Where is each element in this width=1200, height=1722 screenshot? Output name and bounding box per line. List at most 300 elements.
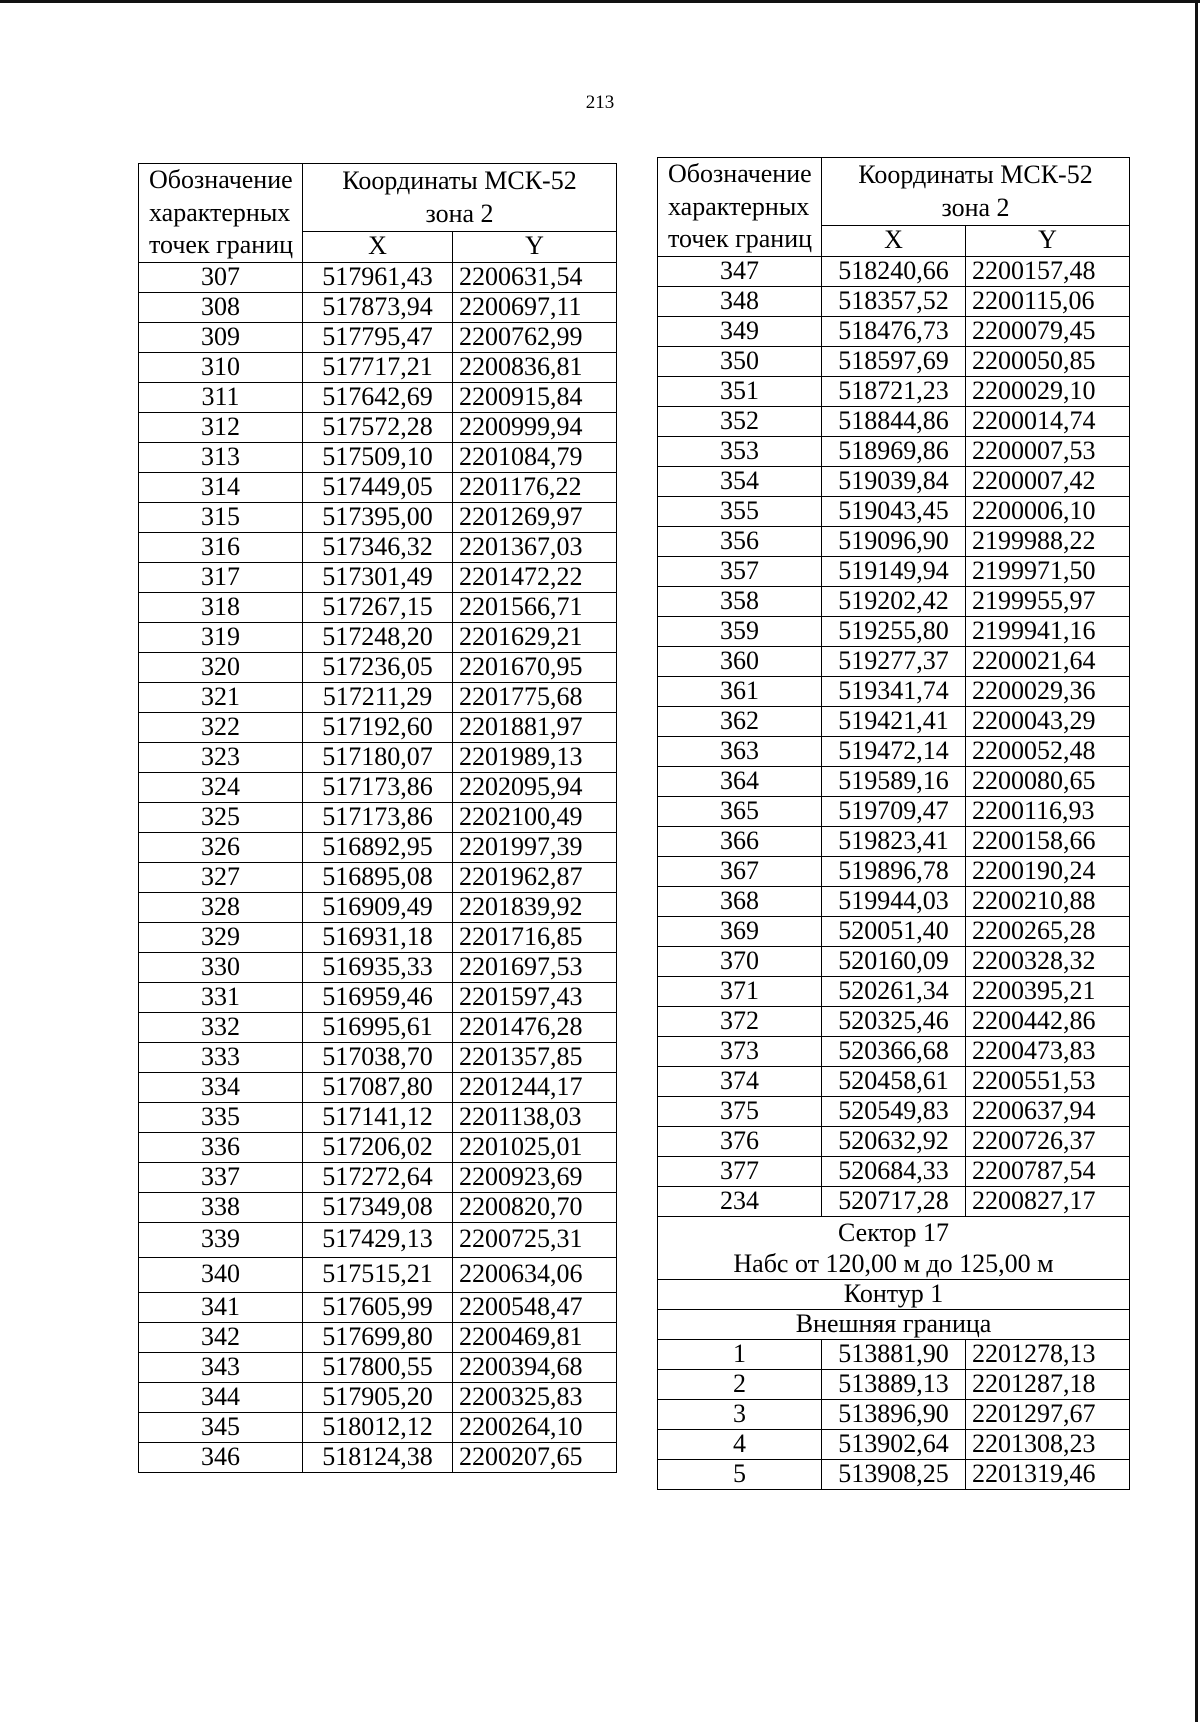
y-coordinate-cell: 2200827,17 xyxy=(966,1186,1130,1216)
y-coordinate-cell: 2200634,06 xyxy=(453,1257,617,1292)
x-coordinate-cell: 517515,21 xyxy=(303,1257,453,1292)
point-id-cell: 325 xyxy=(139,802,303,832)
table-row xyxy=(139,952,617,982)
contour-label: Контур 1 xyxy=(658,1279,1130,1309)
table-row xyxy=(658,1156,1130,1186)
table-row xyxy=(139,712,617,742)
x-coordinate-cell: 518124,38 xyxy=(303,1442,453,1472)
y-coordinate-cell: 2200029,10 xyxy=(966,376,1130,406)
table-row xyxy=(139,1192,617,1222)
y-coordinate-cell: 2201357,85 xyxy=(453,1042,617,1072)
point-id-cell: 2 xyxy=(658,1369,822,1399)
y-coordinate-cell: 2202095,94 xyxy=(453,772,617,802)
y-coordinate-cell: 2199941,16 xyxy=(966,616,1130,646)
y-coordinate-cell: 2200080,65 xyxy=(966,766,1130,796)
page-frame-right xyxy=(1195,0,1198,1722)
x-coordinate-cell: 516935,33 xyxy=(303,952,453,982)
point-id-cell: 369 xyxy=(658,916,822,946)
table-row xyxy=(658,766,1130,796)
table-row xyxy=(139,1162,617,1192)
table-row xyxy=(139,1292,617,1322)
y-coordinate-cell: 2201297,67 xyxy=(966,1399,1130,1429)
y-coordinate-cell: 2201084,79 xyxy=(453,442,617,472)
y-coordinate-cell: 2201025,01 xyxy=(453,1132,617,1162)
x-coordinate-cell: 517272,64 xyxy=(303,1162,453,1192)
point-id-cell: 315 xyxy=(139,502,303,532)
x-coordinate-cell: 516995,61 xyxy=(303,1012,453,1042)
x-coordinate-cell: 519944,03 xyxy=(822,886,966,916)
x-coordinate-cell: 517236,05 xyxy=(303,652,453,682)
point-id-cell: 329 xyxy=(139,922,303,952)
y-coordinate-cell: 2200836,81 xyxy=(453,352,617,382)
y-coordinate-cell: 2200190,24 xyxy=(966,856,1130,886)
x-coordinate-cell: 519039,84 xyxy=(822,466,966,496)
point-id-cell: 368 xyxy=(658,886,822,916)
y-coordinate-cell: 2200631,54 xyxy=(453,262,617,292)
x-coordinate-cell: 517301,49 xyxy=(303,562,453,592)
point-id-cell: 323 xyxy=(139,742,303,772)
x-coordinate-cell: 517038,70 xyxy=(303,1042,453,1072)
sector-height-range: Набс от 120,00 м до 125,00 м xyxy=(733,1248,1054,1278)
point-id-cell: 347 xyxy=(658,256,822,286)
y-coordinate-cell: 2200725,31 xyxy=(453,1222,617,1257)
point-id-cell: 348 xyxy=(658,286,822,316)
point-id-cell: 338 xyxy=(139,1192,303,1222)
table-row xyxy=(139,412,617,442)
table-row xyxy=(658,376,1130,406)
point-id-cell: 365 xyxy=(658,796,822,826)
table-row xyxy=(658,1096,1130,1126)
point-id-cell: 358 xyxy=(658,586,822,616)
header-y: Y xyxy=(453,231,617,262)
y-coordinate-cell: 2201367,03 xyxy=(453,532,617,562)
table-row xyxy=(139,652,617,682)
point-id-cell: 340 xyxy=(139,1257,303,1292)
x-coordinate-cell: 520261,34 xyxy=(822,976,966,1006)
table-row xyxy=(658,886,1130,916)
y-coordinate-cell: 2200052,48 xyxy=(966,736,1130,766)
table-row xyxy=(658,1399,1130,1429)
x-coordinate-cell: 519096,90 xyxy=(822,526,966,556)
table-row xyxy=(658,616,1130,646)
point-id-cell: 324 xyxy=(139,772,303,802)
point-id-cell: 326 xyxy=(139,832,303,862)
y-coordinate-cell: 2201716,85 xyxy=(453,922,617,952)
table-row xyxy=(658,976,1130,1006)
header-designation: Обозначение характерных точек границ xyxy=(658,158,822,257)
y-coordinate-cell: 2201244,17 xyxy=(453,1072,617,1102)
y-coordinate-cell: 2200014,74 xyxy=(966,406,1130,436)
y-coordinate-cell: 2200820,70 xyxy=(453,1192,617,1222)
y-coordinate-cell: 2200328,32 xyxy=(966,946,1130,976)
point-id-cell: 356 xyxy=(658,526,822,556)
y-coordinate-cell: 2200264,10 xyxy=(453,1412,617,1442)
y-coordinate-cell: 2201989,13 xyxy=(453,742,617,772)
table-row xyxy=(139,1072,617,1102)
table-row xyxy=(658,1036,1130,1066)
table-row xyxy=(139,1012,617,1042)
header-zone: зона 2 xyxy=(425,199,494,229)
y-coordinate-cell: 2201697,53 xyxy=(453,952,617,982)
x-coordinate-cell: 517267,15 xyxy=(303,592,453,622)
table-row xyxy=(658,526,1130,556)
point-id-cell: 330 xyxy=(139,952,303,982)
boundary-label: Внешняя граница xyxy=(658,1309,1130,1339)
point-id-cell: 346 xyxy=(139,1442,303,1472)
point-id-cell: 362 xyxy=(658,706,822,736)
table-row xyxy=(139,472,617,502)
point-id-cell: 355 xyxy=(658,496,822,526)
point-id-cell: 377 xyxy=(658,1156,822,1186)
sector-table-body xyxy=(658,1339,1130,1489)
x-coordinate-cell: 520684,33 xyxy=(822,1156,966,1186)
x-coordinate-cell: 513896,90 xyxy=(822,1399,966,1429)
table-row xyxy=(139,532,617,562)
y-coordinate-cell: 2200999,94 xyxy=(453,412,617,442)
y-coordinate-cell: 2199971,50 xyxy=(966,556,1130,586)
x-coordinate-cell: 517605,99 xyxy=(303,1292,453,1322)
point-id-cell: 374 xyxy=(658,1066,822,1096)
table-row xyxy=(139,382,617,412)
x-coordinate-cell: 520549,83 xyxy=(822,1096,966,1126)
point-id-cell: 359 xyxy=(658,616,822,646)
x-coordinate-cell: 513881,90 xyxy=(822,1339,966,1369)
y-coordinate-cell: 2200158,66 xyxy=(966,826,1130,856)
y-coordinate-cell: 2201566,71 xyxy=(453,592,617,622)
point-id-cell: 334 xyxy=(139,1072,303,1102)
y-coordinate-cell: 2200551,53 xyxy=(966,1066,1130,1096)
x-coordinate-cell: 517346,32 xyxy=(303,532,453,562)
table-row xyxy=(139,592,617,622)
x-coordinate-cell: 517699,80 xyxy=(303,1322,453,1352)
point-id-cell: 352 xyxy=(658,406,822,436)
table-row xyxy=(658,1006,1130,1036)
y-coordinate-cell: 2200787,54 xyxy=(966,1156,1130,1186)
y-coordinate-cell: 2200210,88 xyxy=(966,886,1130,916)
x-coordinate-cell: 519043,45 xyxy=(822,496,966,526)
x-coordinate-cell: 519255,80 xyxy=(822,616,966,646)
table-row xyxy=(139,772,617,802)
x-coordinate-cell: 518969,86 xyxy=(822,436,966,466)
table-row xyxy=(658,586,1130,616)
point-id-cell: 354 xyxy=(658,466,822,496)
table-row xyxy=(139,502,617,532)
header-coordinates xyxy=(303,164,617,232)
point-id-cell: 345 xyxy=(139,1412,303,1442)
point-id-cell: 351 xyxy=(658,376,822,406)
point-id-cell: 319 xyxy=(139,622,303,652)
point-id-cell: 364 xyxy=(658,766,822,796)
x-coordinate-cell: 517248,20 xyxy=(303,622,453,652)
page-frame-top xyxy=(0,0,1200,3)
x-coordinate-cell: 513908,25 xyxy=(822,1459,966,1489)
x-coordinate-cell: 519149,94 xyxy=(822,556,966,586)
y-coordinate-cell: 2201629,21 xyxy=(453,622,617,652)
table-row xyxy=(658,1339,1130,1369)
table-row xyxy=(139,622,617,652)
point-id-cell: 328 xyxy=(139,892,303,922)
point-id-cell: 360 xyxy=(658,646,822,676)
point-id-cell: 313 xyxy=(139,442,303,472)
table-row xyxy=(139,1322,617,1352)
point-id-cell: 349 xyxy=(658,316,822,346)
y-coordinate-cell: 2199988,22 xyxy=(966,526,1130,556)
header-designation: Обозначение характерных точек границ xyxy=(139,164,303,263)
table-row xyxy=(139,922,617,952)
x-coordinate-cell: 517173,86 xyxy=(303,802,453,832)
table-row xyxy=(139,742,617,772)
x-coordinate-cell: 517449,05 xyxy=(303,472,453,502)
table-row xyxy=(658,1459,1130,1489)
point-id-cell: 309 xyxy=(139,322,303,352)
x-coordinate-cell: 517509,10 xyxy=(303,442,453,472)
x-coordinate-cell: 517349,08 xyxy=(303,1192,453,1222)
x-coordinate-cell: 518844,86 xyxy=(822,406,966,436)
y-coordinate-cell: 2201839,92 xyxy=(453,892,617,922)
x-coordinate-cell: 520717,28 xyxy=(822,1186,966,1216)
table-row xyxy=(139,1442,617,1472)
point-id-cell: 318 xyxy=(139,592,303,622)
point-id-cell: 335 xyxy=(139,1102,303,1132)
point-id-cell: 314 xyxy=(139,472,303,502)
point-id-cell: 344 xyxy=(139,1382,303,1412)
y-coordinate-cell: 2200006,10 xyxy=(966,496,1130,526)
y-coordinate-cell: 2200043,29 xyxy=(966,706,1130,736)
point-id-cell: 343 xyxy=(139,1352,303,1382)
table-row xyxy=(658,406,1130,436)
table-row xyxy=(139,1042,617,1072)
table-row xyxy=(139,1412,617,1442)
y-coordinate-cell: 2200265,28 xyxy=(966,916,1130,946)
y-coordinate-cell: 2200325,83 xyxy=(453,1382,617,1412)
table-row xyxy=(658,916,1130,946)
y-coordinate-cell: 2201278,13 xyxy=(966,1339,1130,1369)
x-coordinate-cell: 517395,00 xyxy=(303,502,453,532)
y-coordinate-cell: 2200021,64 xyxy=(966,646,1130,676)
table-row xyxy=(658,676,1130,706)
x-coordinate-cell: 517211,29 xyxy=(303,682,453,712)
table-row xyxy=(139,292,617,322)
table-row xyxy=(658,556,1130,586)
header-y: Y xyxy=(966,225,1130,256)
table-row xyxy=(139,982,617,1012)
table-row xyxy=(139,262,617,292)
x-coordinate-cell: 520458,61 xyxy=(822,1066,966,1096)
point-id-cell: 308 xyxy=(139,292,303,322)
point-id-cell: 339 xyxy=(139,1222,303,1257)
table-row xyxy=(658,1369,1130,1399)
table-row xyxy=(139,832,617,862)
x-coordinate-cell: 519277,37 xyxy=(822,646,966,676)
y-coordinate-cell: 2201597,43 xyxy=(453,982,617,1012)
header-zone: зона 2 xyxy=(941,193,1010,223)
point-id-cell: 333 xyxy=(139,1042,303,1072)
sector-block xyxy=(658,1216,1130,1339)
y-coordinate-cell: 2200637,94 xyxy=(966,1096,1130,1126)
y-coordinate-cell: 2201176,22 xyxy=(453,472,617,502)
point-id-cell: 320 xyxy=(139,652,303,682)
x-coordinate-cell: 516895,08 xyxy=(303,862,453,892)
point-id-cell: 357 xyxy=(658,556,822,586)
y-coordinate-cell: 2201319,46 xyxy=(966,1459,1130,1489)
table-row xyxy=(658,646,1130,676)
point-id-cell: 322 xyxy=(139,712,303,742)
y-coordinate-cell: 2200726,37 xyxy=(966,1126,1130,1156)
table-row xyxy=(139,1352,617,1382)
point-id-cell: 234 xyxy=(658,1186,822,1216)
y-coordinate-cell: 2201138,03 xyxy=(453,1102,617,1132)
point-id-cell: 336 xyxy=(139,1132,303,1162)
x-coordinate-cell: 519896,78 xyxy=(822,856,966,886)
table-row xyxy=(139,1382,617,1412)
y-coordinate-cell: 2200548,47 xyxy=(453,1292,617,1322)
table-row xyxy=(658,466,1130,496)
y-coordinate-cell: 2201476,28 xyxy=(453,1012,617,1042)
y-coordinate-cell: 2200115,06 xyxy=(966,286,1130,316)
point-id-cell: 321 xyxy=(139,682,303,712)
x-coordinate-cell: 516892,95 xyxy=(303,832,453,862)
y-coordinate-cell: 2200395,21 xyxy=(966,976,1130,1006)
table-row xyxy=(658,826,1130,856)
y-coordinate-cell: 2200762,99 xyxy=(453,322,617,352)
header-coords-title: Координаты МСК-52 xyxy=(858,160,1093,189)
x-coordinate-cell: 519589,16 xyxy=(822,766,966,796)
x-coordinate-cell: 517795,47 xyxy=(303,322,453,352)
coordinates-table-left xyxy=(138,163,617,1473)
x-coordinate-cell: 513902,64 xyxy=(822,1429,966,1459)
point-id-cell: 312 xyxy=(139,412,303,442)
x-coordinate-cell: 517429,13 xyxy=(303,1222,453,1257)
left-table-body xyxy=(139,262,617,1472)
x-coordinate-cell: 519472,14 xyxy=(822,736,966,766)
x-coordinate-cell: 517642,69 xyxy=(303,382,453,412)
point-id-cell: 311 xyxy=(139,382,303,412)
table-row xyxy=(658,436,1130,466)
point-id-cell: 331 xyxy=(139,982,303,1012)
x-coordinate-cell: 517087,80 xyxy=(303,1072,453,1102)
y-coordinate-cell: 2200207,65 xyxy=(453,1442,617,1472)
table-row xyxy=(139,682,617,712)
x-coordinate-cell: 518357,52 xyxy=(822,286,966,316)
table-row xyxy=(658,1126,1130,1156)
y-coordinate-cell: 2201997,39 xyxy=(453,832,617,862)
x-coordinate-cell: 520051,40 xyxy=(822,916,966,946)
right-table-body xyxy=(658,256,1130,1216)
point-id-cell: 332 xyxy=(139,1012,303,1042)
x-coordinate-cell: 517961,43 xyxy=(303,262,453,292)
x-coordinate-cell: 520325,46 xyxy=(822,1006,966,1036)
x-coordinate-cell: 516909,49 xyxy=(303,892,453,922)
y-coordinate-cell: 2200116,93 xyxy=(966,796,1130,826)
point-id-cell: 376 xyxy=(658,1126,822,1156)
table-row xyxy=(658,706,1130,736)
point-id-cell: 350 xyxy=(658,346,822,376)
coordinates-table-right xyxy=(657,157,1130,1490)
header-x: X xyxy=(303,231,453,262)
y-coordinate-cell: 2200050,85 xyxy=(966,346,1130,376)
table-row xyxy=(658,856,1130,886)
x-coordinate-cell: 516959,46 xyxy=(303,982,453,1012)
point-id-cell: 373 xyxy=(658,1036,822,1066)
x-coordinate-cell: 520632,92 xyxy=(822,1126,966,1156)
x-coordinate-cell: 517192,60 xyxy=(303,712,453,742)
x-coordinate-cell: 517905,20 xyxy=(303,1382,453,1412)
point-id-cell: 1 xyxy=(658,1339,822,1369)
table-row xyxy=(658,1186,1130,1216)
table-row xyxy=(139,892,617,922)
table-row xyxy=(658,316,1130,346)
table-row xyxy=(658,286,1130,316)
point-id-cell: 372 xyxy=(658,1006,822,1036)
x-coordinate-cell: 519341,74 xyxy=(822,676,966,706)
y-coordinate-cell: 2200923,69 xyxy=(453,1162,617,1192)
table-row xyxy=(658,796,1130,826)
x-coordinate-cell: 517873,94 xyxy=(303,292,453,322)
y-coordinate-cell: 2201775,68 xyxy=(453,682,617,712)
y-coordinate-cell: 2199955,97 xyxy=(966,586,1130,616)
x-coordinate-cell: 519421,41 xyxy=(822,706,966,736)
y-coordinate-cell: 2200442,86 xyxy=(966,1006,1130,1036)
table-row xyxy=(658,496,1130,526)
y-coordinate-cell: 2202100,49 xyxy=(453,802,617,832)
table-row xyxy=(139,1132,617,1162)
x-coordinate-cell: 517717,21 xyxy=(303,352,453,382)
x-coordinate-cell: 516931,18 xyxy=(303,922,453,952)
x-coordinate-cell: 518012,12 xyxy=(303,1412,453,1442)
point-id-cell: 4 xyxy=(658,1429,822,1459)
table-row xyxy=(658,256,1130,286)
y-coordinate-cell: 2200469,81 xyxy=(453,1322,617,1352)
table-row xyxy=(139,442,617,472)
table-row xyxy=(139,1222,617,1257)
y-coordinate-cell: 2200007,53 xyxy=(966,436,1130,466)
point-id-cell: 307 xyxy=(139,262,303,292)
table-row xyxy=(139,1257,617,1292)
table-row xyxy=(658,736,1130,766)
y-coordinate-cell: 2200007,42 xyxy=(966,466,1130,496)
x-coordinate-cell: 517141,12 xyxy=(303,1102,453,1132)
x-coordinate-cell: 518476,73 xyxy=(822,316,966,346)
header-coords-title: Координаты МСК-52 xyxy=(342,166,577,195)
y-coordinate-cell: 2200697,11 xyxy=(453,292,617,322)
table-row xyxy=(139,352,617,382)
sector-title: Сектор 17 xyxy=(838,1217,950,1247)
y-coordinate-cell: 2200079,45 xyxy=(966,316,1130,346)
x-coordinate-cell: 517800,55 xyxy=(303,1352,453,1382)
x-coordinate-cell: 518597,69 xyxy=(822,346,966,376)
table-row xyxy=(658,946,1130,976)
y-coordinate-cell: 2200029,36 xyxy=(966,676,1130,706)
y-coordinate-cell: 2201670,95 xyxy=(453,652,617,682)
header-coordinates xyxy=(822,158,1130,226)
y-coordinate-cell: 2200394,68 xyxy=(453,1352,617,1382)
x-coordinate-cell: 519202,42 xyxy=(822,586,966,616)
x-coordinate-cell: 513889,13 xyxy=(822,1369,966,1399)
table-row xyxy=(139,862,617,892)
x-coordinate-cell: 518240,66 xyxy=(822,256,966,286)
y-coordinate-cell: 2201962,87 xyxy=(453,862,617,892)
x-coordinate-cell: 517572,28 xyxy=(303,412,453,442)
page-number: 213 xyxy=(585,92,615,113)
y-coordinate-cell: 2200915,84 xyxy=(453,382,617,412)
point-id-cell: 366 xyxy=(658,826,822,856)
point-id-cell: 337 xyxy=(139,1162,303,1192)
x-coordinate-cell: 519823,41 xyxy=(822,826,966,856)
point-id-cell: 317 xyxy=(139,562,303,592)
x-coordinate-cell: 517206,02 xyxy=(303,1132,453,1162)
point-id-cell: 316 xyxy=(139,532,303,562)
x-coordinate-cell: 520366,68 xyxy=(822,1036,966,1066)
